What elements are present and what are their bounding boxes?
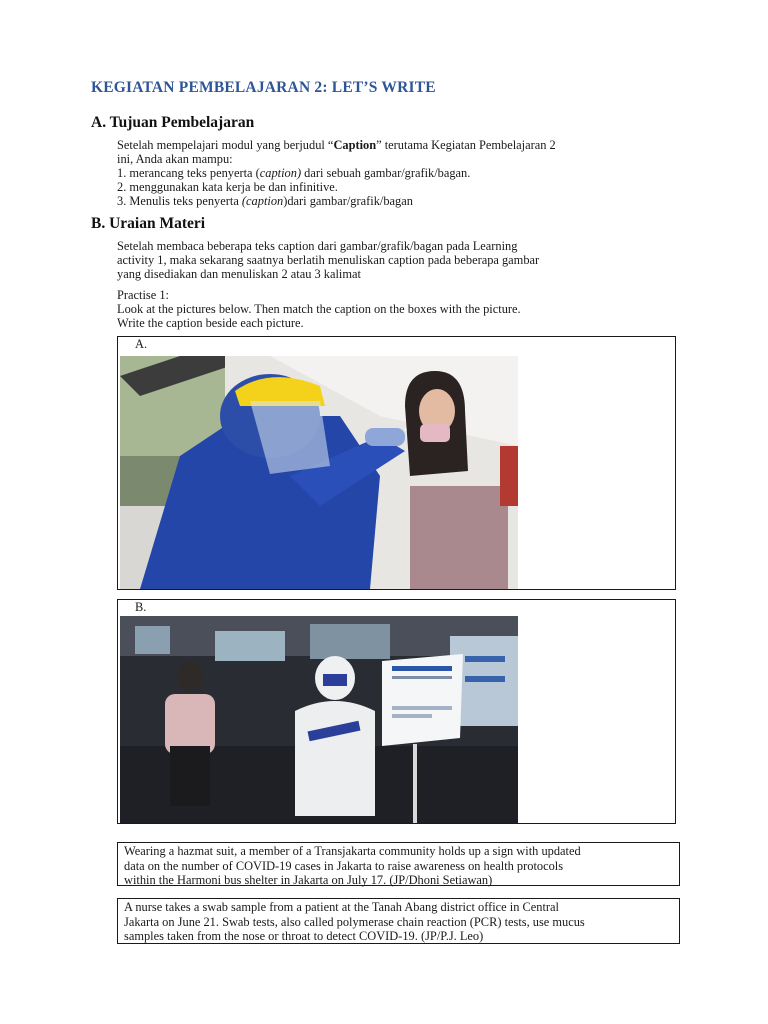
picture-a-label: A. (135, 337, 148, 351)
picture-b-label: B. (135, 600, 147, 614)
caption-box-1 (117, 842, 680, 886)
caption-2-line: Jakarta on June 21. Swab tests, also called polymerase chain reaction (PCR) tests, use mucus (124, 914, 585, 929)
intro-line (117, 138, 677, 152)
objective-3-italic: (caption (241, 194, 284, 208)
objective-item-3 (117, 194, 677, 208)
practise-instruction: Write the caption beside each picture. (117, 316, 304, 330)
intro-text: Setelah mempelajari modul yang berjudul “ (117, 138, 334, 152)
section-a-title: A. Tujuan Pembelajaran (91, 114, 255, 131)
paragraph-line: yang disediakan dan menuliskan 2 atau 3 kalimat (117, 267, 361, 281)
caption-2-line: A nurse takes a swab sample from a patient at the Tanah Abang district office in Central (124, 900, 559, 914)
objective-1-text: 1. merancang teks penyerta ( (117, 166, 260, 180)
practise-title: Practise 1: (117, 288, 169, 302)
paragraph-line: activity 1, maka sekarang saatnya berlatih menuliskan caption pada beberapa gambar (117, 253, 540, 267)
bus-shelter-illustration (120, 616, 518, 823)
picture-a-frame (117, 336, 676, 590)
section-b-paragraph (117, 239, 677, 281)
page-title: KEGIATAN PEMBELAJARAN 2: LET’S WRITE (91, 79, 436, 96)
practise-instructions (117, 288, 677, 330)
practise-instruction: Look at the pictures below. Then match the caption on the boxes with the picture. (117, 302, 521, 316)
swab-test-illustration (120, 356, 518, 589)
picture-b-frame (117, 599, 676, 824)
objective-3-end: )dari gambar/grafik/bagan (283, 194, 413, 208)
paragraph-line: Setelah membaca beberapa teks caption dari gambar/grafik/bagan pada Learning (117, 239, 518, 253)
section-a-body (117, 138, 677, 208)
section-b-title: B. Uraian Materi (91, 215, 206, 232)
caption-box-2 (117, 898, 680, 944)
intro-text-end: ” terutama Kegiatan Pembelajaran 2 (376, 138, 556, 152)
caption-1-line: within the Harmoni bus shelter in Jakarta on July 17. (JP/Dhoni Setiawan) (124, 873, 493, 887)
caption-1-line: Wearing a hazmat suit, a member of a Transjakarta community holds up a sign with updated (124, 844, 581, 858)
photo-bus-shelter (120, 616, 518, 823)
objective-1-italic: caption) (259, 166, 302, 180)
objective-3-text: 3. Menulis teks penyerta (117, 194, 242, 208)
objective-item-1 (117, 166, 677, 180)
objective-1-end: dari sebuah gambar/grafik/bagan. (301, 166, 471, 180)
photo-swab-test (120, 356, 518, 589)
caption-2-line: samples taken from the nose or throat to detect COVID-19. (JP/P.J. Leo) (124, 929, 484, 943)
objective-item-2: 2. menggunakan kata kerja be dan infinitive. (117, 180, 338, 194)
intro-line-2: ini, Anda akan mampu: (117, 152, 233, 166)
caption-1-line: data on the number of COVID-19 cases in Jakarta to raise awareness on health protocols (124, 858, 564, 873)
caption-term: Caption (333, 138, 377, 152)
